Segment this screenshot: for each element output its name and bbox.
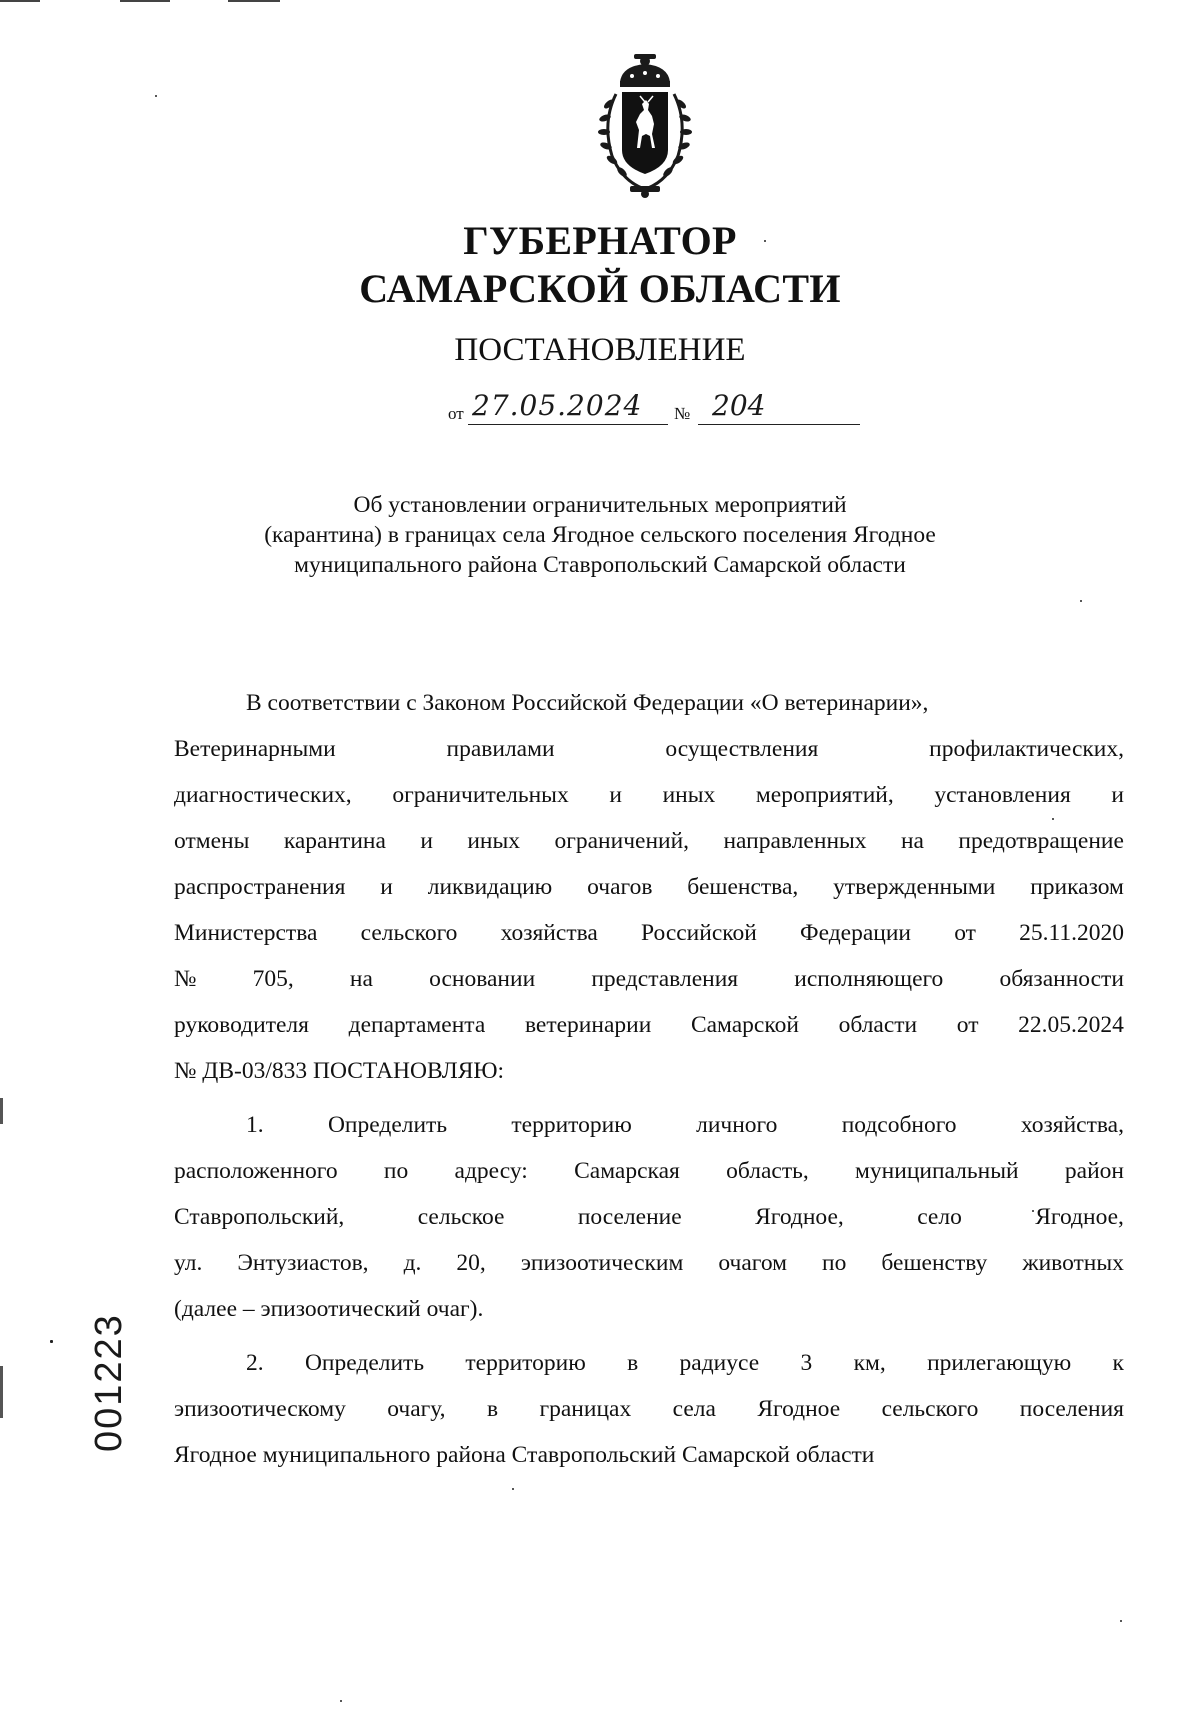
word: и [420,828,433,854]
number-sign-label: № [674,404,691,423]
text-line [174,956,1124,1002]
text-line [174,818,1124,864]
word: Ставропольский, [174,1204,345,1230]
word: эпизоотическому [174,1396,346,1422]
word: село [917,1204,962,1230]
word: сельского [881,1396,979,1422]
scan-speck [155,95,157,97]
word: в [486,1396,499,1422]
word: профилактических, [929,736,1124,762]
scan-edge-line [120,0,170,2]
word: района [436,1442,506,1468]
word: поселения [1019,1396,1124,1422]
word: очагов [587,874,653,900]
word: Ставропольский [511,1442,677,1468]
word: ветеринарии [524,1012,652,1038]
word: мероприятий, [755,782,894,808]
word: область, [726,1158,809,1184]
date-number-line [448,388,848,430]
word: Самарской [690,1012,799,1038]
word: муниципальный [855,1158,1019,1184]
scan-edge-line [228,0,280,2]
word: № ДВ-03/833 ПОСТАНОВЛЯЮ: [174,1058,505,1084]
text-line [174,1002,1124,1048]
word: Определить [327,1112,448,1138]
word: приказом [1030,874,1124,900]
text-line [174,1102,1124,1148]
document-subject [200,490,1000,580]
subject-line: муниципального района Ставропольский Самарской области [294,552,906,578]
word: ул. [174,1250,203,1276]
word: Самарская [574,1158,680,1184]
text-line [174,1194,1124,1240]
word: руководителя [174,1012,309,1038]
text-line [174,772,1124,818]
word: сельское [417,1204,505,1230]
text-line [174,864,1124,910]
word: в [627,1350,639,1376]
word: очагом [718,1250,788,1276]
word: отмены [174,828,250,854]
word: направленных [723,828,867,854]
word: очагу, [387,1396,446,1422]
authority-title-line1: ГУБЕРНАТОР [463,218,737,263]
word: Ветеринарными [174,736,336,762]
word: поселение [577,1204,682,1230]
word: от [954,920,976,946]
text-line [174,1240,1124,1286]
coat-of-arms-emblem [582,52,708,200]
word: села [672,1396,716,1422]
word: подсобного [841,1112,957,1138]
word: № [174,966,197,992]
word: Российской [641,920,757,946]
word: департамента [348,1012,486,1038]
word: границах [539,1396,632,1422]
word: ограничительных [392,782,569,808]
word: карантина [283,828,386,854]
text-line [174,726,1124,772]
word: распространения [174,874,346,900]
word: 25.11.2020 [1019,920,1124,946]
word: на [900,828,924,854]
item-1-paragraph [174,1102,1124,1332]
scan-edge-mark [0,1366,3,1418]
word: и [380,874,393,900]
text-line [174,1386,1124,1432]
text-line [174,1340,1124,1386]
word: от [956,1012,979,1038]
word: адресу: [454,1158,528,1184]
text-line [174,1286,1124,1332]
word: обязанности [999,966,1124,992]
word: прилегающую [927,1350,1072,1376]
word: Ягодное, [1035,1204,1124,1230]
word: 1. [246,1112,264,1138]
word: по [383,1158,409,1184]
word: иных [467,828,521,854]
word: сельского [360,920,458,946]
scan-speck [340,1700,342,1702]
word: км, [853,1350,886,1376]
word: установления [934,782,1071,808]
handwritten-date: 27.05.2024 [468,388,668,425]
word: личного [696,1112,778,1138]
word: муниципального [262,1442,431,1468]
word: В соответствии с Законом Российской Федерации «О ветеринарии», [246,690,929,716]
word: ликвидацию [427,874,553,900]
word: ограничений, [554,828,690,854]
word: хозяйства [500,920,598,946]
scan-speck [50,1340,53,1343]
scan-speck [1052,818,1054,820]
sheet-serial-number: 001223 [88,1313,130,1452]
word: 705, [252,966,294,992]
word: диагностических, [174,782,352,808]
scan-edge-line [0,0,40,2]
word: Энтузиастов, [237,1250,369,1276]
handwritten-number: 204 [698,388,860,425]
word: осуществления [665,736,819,762]
word: 2. [246,1350,264,1376]
word: (далее – эпизоотический очаг). [174,1296,484,1322]
word: 22.05.2024 [1018,1012,1124,1038]
word: бешенства, [687,874,799,900]
word: представления [591,966,739,992]
word: Самарской [681,1442,790,1468]
word: области [838,1012,918,1038]
word: утвержденными [833,874,996,900]
date-prefix-label: от [448,404,464,423]
word: 3 [800,1350,813,1376]
word: эпизоотическим [520,1250,684,1276]
preamble-paragraph [174,680,1124,1094]
text-line [174,1048,1124,1094]
text-line [174,680,1124,726]
word: исполняющего [794,966,944,992]
subject-line: (карантина) в границах села Ягодное сельского поселения Ягодное [264,522,936,548]
scan-speck [764,240,766,242]
subject-line: Об установлении ограничительных мероприятий [353,492,847,518]
document-body [174,680,1124,1478]
scan-edge-mark [0,1098,3,1124]
text-line [174,1148,1124,1194]
item-2-paragraph [174,1340,1124,1478]
scan-speck [512,1488,514,1490]
word: радиусе [679,1350,760,1376]
text-line [174,910,1124,956]
word: территорию [465,1350,586,1376]
word: и [1111,782,1124,808]
word: по [822,1250,847,1276]
word: животных [1022,1250,1124,1276]
word: и [609,782,622,808]
word: к [1112,1350,1124,1376]
document-type: ПОСТАНОВЛЕНИЕ [454,332,746,368]
word: правилами [446,736,555,762]
word: Министерства [174,920,318,946]
word: Определить [304,1350,425,1376]
word: Ягодное [757,1396,841,1422]
word: предотвращение [958,828,1124,854]
word: район [1064,1158,1124,1184]
word: иных [662,782,716,808]
scan-speck [1120,1620,1122,1622]
word: расположенного [174,1158,338,1184]
scan-speck [1032,1210,1034,1212]
word: хозяйства, [1020,1112,1124,1138]
word: на [349,966,373,992]
word: Федерации [800,920,911,946]
scan-speck [1080,600,1082,602]
word: д. [403,1250,422,1276]
word: территорию [511,1112,632,1138]
word: бешенству [881,1250,988,1276]
word: Ягодное [174,1442,257,1468]
word: Ягодное, [755,1204,844,1230]
text-line [174,1432,1124,1478]
word: основании [429,966,536,992]
word: области [795,1442,875,1468]
word: 20, [456,1250,486,1276]
authority-title-line2: САМАРСКОЙ ОБЛАСТИ [359,266,841,311]
